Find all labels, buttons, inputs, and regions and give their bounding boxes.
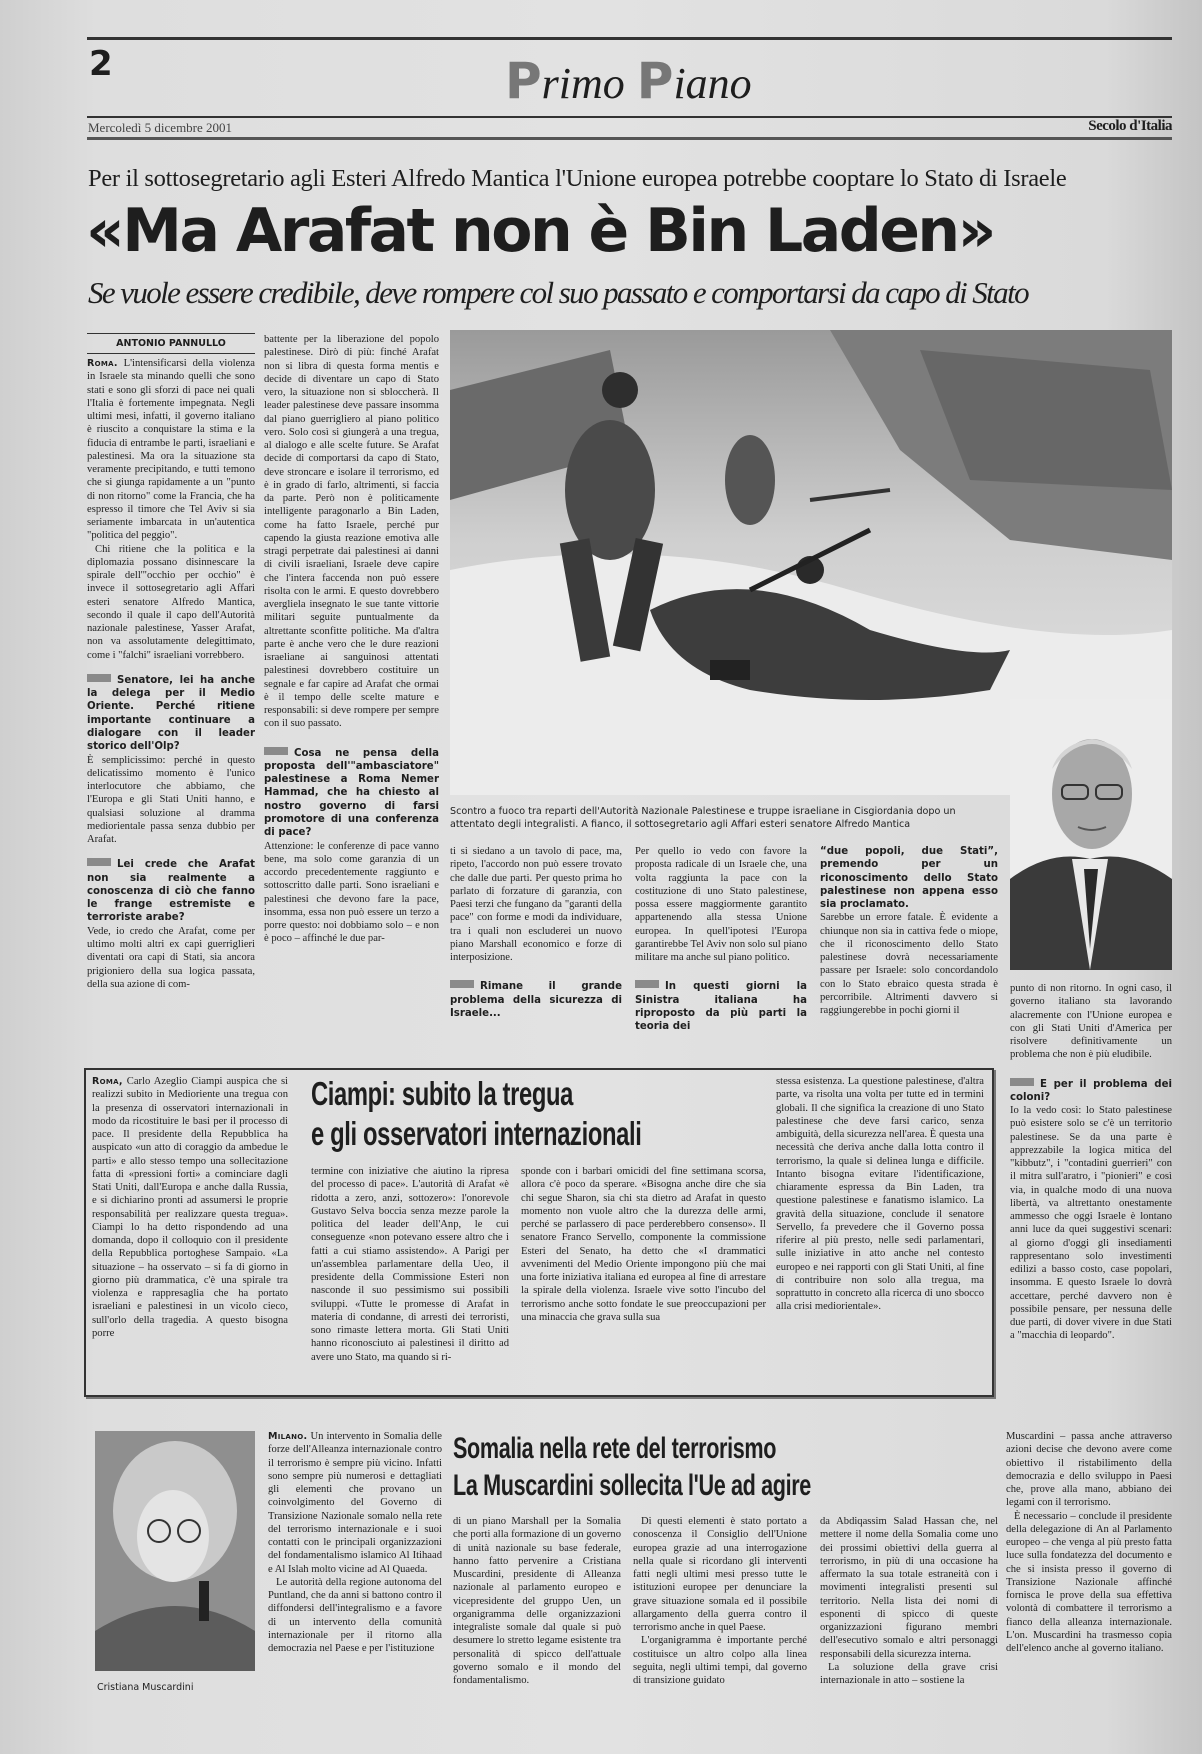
headline: «Ma Arafat non è Bin Laden»: [86, 196, 994, 266]
interview-answer: Attenzione: le conferenze di pace vanno bene, ma solo come garanzia di un accordo precedentemente raggiunto e sottoscritto dalle parti. Sono israeliani e palestinesi che devono fare la pace, insomma, essa non può essere un terzo a porre questo: noi dobbiamo solo – e non è poco – affinché le due par-: [264, 840, 439, 945]
interview-question: Rimane il grande problema della sicurezza di Israele...: [450, 981, 622, 1019]
section-title-word: rimo: [541, 59, 625, 108]
section-title-initial: P: [636, 52, 674, 110]
newspaper-name: Secolo d'Italia: [1088, 118, 1172, 134]
section-title-word: iano: [673, 59, 752, 108]
interview-answer: battente per la liberazione del popolo palestinese. Dirò di più: finché Arafat non si libra di questa forma mentis e decide di diventare un capo di Stato vero, la situazione non si sbloccherà. Il leader palestinese deve passare insomma dal piano guerrigliero al piano politico vero. Solo così si giungerà a una tregua, al dialogo e alle scelte future. Se Arafat decide di comportarsi da capo di Stato, deve stroncare e isolare il terrorismo, ed è in grado di farlo, altrimenti, si faccia da parte. Però non è politicamente intelligente paragonarlo a Bin Laden, come ha fatto Israele, perché pur capendo la giusta reazione emotiva alle stragi perpetrate dai palestinesi ai danni di civili israeliani, Israele deve capire che l'intera faccenda non può essere risolta con le armi. E questo dovrebbero avergliela insegnato le sue tante vittorie militari seguite puntualmente da altrettante sconfitte politiche. Ma d'altra parte è anche vero che le dure reazioni israeliane ai sanguinosi attentati palestinesi dovrebbero costituire un segnale e far capire ad Arafat che ormai è il tempo delle scelte mature e responsabili: si deve rompere per sempre con il suo passato.: [264, 334, 439, 730]
portrait-photo-icon: [1010, 699, 1172, 970]
byline-rule: [87, 353, 255, 354]
paragraph: Carlo Azeglio Ciampi auspica che si realizzi subito in Medioriente una tregua con la presenza di osservatori internazionali in modo da ricostituire le basi per il processo di pace. Il presidente della Repubblica ha auspicato «un atto di coraggio da ambedue le parti» e allo stesso tempo una sollecitazione fatta di «pressioni forti» a cominciare dagli Stati Uniti, dall'Europa e anche dalla Russia, e si dichiarino pronti ad assumersi le proprie responsabilità per realizzare questa tregua». Ciampi lo ha detto rispondendo ad una domanda, dopo il colloquio con il presidente della Repubblica portoghese Sampaio. «La situazione – ha osservato – si fa di giorno in giorno più drammatica, c'è una spirale tra violenza e rappresaglia che ha portato israeliani e palestinesi in un vicolo cieco, sull'orlo della tragedia. A questo bisogna porre: [92, 1076, 289, 1339]
paragraph: Muscardini – passa anche attraverso azioni decise che devono avere come obiettivo il ristabilimento della democrazia e dello sviluppo in Paesi che, prove alla mano, abbiano dei legami con il terrorismo.: [1006, 1431, 1172, 1509]
portrait-photo-icon: [95, 1431, 255, 1671]
interview-question: Senatore, lei ha anche la delega per il Medio Oriente. Perché ritiene importante continuare a dialogare con il leader storico dell'Olp?: [87, 674, 255, 753]
paragraph: Di questi elementi è stato portato a conoscenza il Consiglio dell'Unione europea grazie ad una interrogazione nella quale si ricordano gli interventi fatti negli ultimi mesi presso tutte le istituzioni europee per denunciare la grave situazione somala ed il possibile allargamento della guerra contro il terrorismo anche in quel Paese.: [633, 1516, 807, 1633]
paragraph: sponde con i barbari omicidi del fine settimana scorsa, allora c'è poco da sperare. «Bisogna anche dire che sia chi segue Sharon, sia chi sta dietro ad Arafat in questo momento non vuole altro che la durezza delle armi, perché se parlassero di pace perderebbero consenso». Il senatore Franco Servello, componente la commissione Esteri del Senato, ha detto che «I drammatici avvenimenti del Medio Oriente impongono più che mai una forte iniziativa italiana ed europea al fine di arrestare la spirale della violenza. Israele vive sotto l'incubo del terrorismo anche sotto fondate le sue preoccupazioni per una minaccia che grava sulla sua: [521, 1166, 766, 1323]
dateline: Milano.: [268, 1431, 308, 1442]
interview-answer: Io la vedo così: lo Stato palestinese può esistere solo se c'è un territorio palestinese. Se da una parte è apprezzabile la logica mitica del "kibbutz", i "contadini guerrieri" con il mitra sull'aratro, i "pionieri" e così via, in qualche modo di una nuova libertà, va altrettanto onestamente ammesso che oggi Israele è lontano anni luce da quei suggestivi scenari: al giorno d'oggi gli insediamenti rappresentano solo investimenti edilizi a basso costo, case popolari, insomma. E questo Israele lo dovrà accettare, perché davvero non è possibile pensare, per nessuna delle due parti, di dover vivere in due Stati a "macchia di leopardo".: [1010, 1105, 1172, 1342]
byline-rule: [87, 333, 255, 334]
article-column: [450, 845, 622, 1040]
article-column: [820, 1515, 998, 1730]
article-column: [311, 1165, 509, 1390]
article-column: [1010, 982, 1172, 1402]
paragraph: La soluzione della grave crisi internazionale in atto – sostiene la: [820, 1661, 998, 1686]
portrait-alfredo-mantica: [1010, 699, 1172, 970]
interview-answer: Vede, io credo che Arafat, come per ultimo molti altri ex capi guerriglieri diventati ora capi di Stati, sia ancora prigioniero della sua logica passata, della sua azione di com-: [87, 925, 255, 990]
dateline: Roma,: [92, 1076, 123, 1087]
portrait-cristiana-muscardini: [95, 1431, 255, 1671]
interview-question: In questi giorni la Sinistra italiana ha riproposto da più parti la teoria dei: [635, 981, 807, 1033]
article-column: [264, 333, 439, 1038]
paragraph: di un piano Marshall per la Somalia che porti alla formazione di un governo di unità nazionale su base federale, hanno fatto pervenire a Cristiana Muscardini, presidente di Alleanza nazionale al parlamento europeo e vicepresidente del gruppo Uen, un organigramma delle organizzazioni integraliste somale dal quale si può desumere lo stretto legame esistente tra personalità di spicco dell'attuale governo somalo e il mondo del fondamentalismo.: [453, 1516, 621, 1686]
interview-answer: È semplicissimo: perché in questo delicatissimo momento è l'unico interlocutore che abbiamo, che l'Europa e gli Stati Uniti hanno, e qualsiasi soluzione al dramma mediorientale passa senza dubbio per Arafat.: [87, 754, 255, 846]
section-title: [505, 52, 752, 110]
interview-question: Lei crede che Arafat non sia realmente a conoscenza di ciò che fanno le frange estremiste e terroriste arabe?: [87, 859, 255, 924]
interview-answer: Sarebbe un errore fatale. È evidente a chiunque non sia in cattiva fede o miope, che il riconoscimento dello Stato palestinese dovrà necessariamente passare per Israele: solo concordandolo con lo Stato ebraico questa strada è percorribile. Altrimenti davvero si raggiungerebbe in pochi giorni il: [820, 912, 998, 1017]
article-column: [820, 845, 998, 1045]
article-column: [268, 1430, 442, 1730]
byline: ANTONIO PANNULLO: [116, 338, 226, 349]
interview-answer: Per quello io vedo con favore la proposta radicale di un Israele che, una volta raggiunta la pace con la costituzione di uno Stato palestinese, possa essere maggiormente garantito appartenendo alla stessa Unione europea. In quell'ipotesi l'Europa garantirebbe Tel Aviv non solo sul piano militare ma anche sul piano politico.: [635, 846, 807, 963]
headline-line: Somalia nella rete del terrorismo: [453, 1432, 777, 1465]
subheadline: Se vuole essere credibile, deve rompere col suo passato e comportarsi da capo di Stato: [88, 275, 1028, 310]
paragraph: L'intensificarsi della violenza in Israele sta minando quelli che sono stati e sono gli sforzi di pace nei quali l'Italia è fortemente impegnata. Negli ultimi mesi, infatti, il governo italiano è riuscito a conquistare la stima e la fiducia di entrambe le parti, israeliani e palestinesi. Ma ora la situazione sta veramente precipitando, e tutti temono che si giunga rapidamente a un "punto di non ritorno" come la Francia, che ha espresso il timore che Tel Aviv si sia seriamente imbarcata in un'autentica "politica del peggio".: [87, 358, 255, 542]
photo-caption: Cristiana Muscardini: [97, 1682, 194, 1693]
article-column: [87, 357, 255, 990]
headline-line: Ciampi: subito la tregua: [311, 1075, 573, 1112]
issue-date: Mercoledì 5 dicembre 2001: [88, 120, 233, 135]
paragraph: Le autorità della regione autonoma del Puntland, che da anni si battono contro il diffondersi dell'integralismo e a favore di un intervento della comunità internazionale per il ritorno alla democrazia nel Paese e per l'istituzione: [268, 1576, 442, 1654]
interview-question: E per il problema dei coloni?: [1010, 1078, 1172, 1103]
article-column: [633, 1515, 807, 1730]
masthead-rule: [87, 116, 1172, 118]
photo-caption: Scontro a fuoco tra reparti dell'Autorità Nazionale Palestinese e truppe israeliane in Cisgiordania dopo un attentato degli integralisti. A fianco, il sottosegretario agli Affari esteri senatore Alfredo Mantica: [450, 806, 956, 830]
paragraph: Un intervento in Somalia delle forze dell'Alleanza internazionale contro il terrorismo è sempre più vicino. Infatti sono sempre più numerosi e dettagliati gli elementi che provano un coinvolgimento del Governo di Transizione Nazionale somalo nella rete del terrorismo internazionale e i suoi contatti con le principali organizzazioni del fondamentalismo islamico Al Itihaad e Al Islah molto vicine ad Al Quaeda.: [268, 1431, 442, 1575]
paragraph: È necessario – conclude il presidente della delegazione di An al Parlamento europeo – che venga al più presto fatta luce sulla fondatezza del documento e che si insista presso il governo di Transizione Nazionale affinché fornisca le prove della sua effettiva volontà di combattere il terrorismo a fianco della alleanza internazionale. L'on. Muscardini ha trasmesso copia dell'elenco anche al governo italiano.: [1006, 1510, 1172, 1654]
paragraph: termine con iniziative che aiutino la ripresa del processo di pace». L'autorità di Arafat «è ridotta a zero, anzi, sottozero»: l'onorevole Gustavo Selva boccia senza mezze parole la politica del leader dell'Anp, le cui conseguenze «non potevano essere altro che i fatti a cui stiamo assistendo». A Parigi per un'assemblea parlamentare della Ueo, il presidente della Commissione Esteri non nasconde il suo pessimismo sui possibili sviluppi. «Tutte le promesse di Arafat in materia di condanne, di arresti dei terroristi, sono rimaste lettera morta. Gli Stati Uniti hanno riconosciuto ai palestinesi il diritto ad avere uno Stato, ma quando si ri-: [311, 1166, 509, 1363]
top-rule: [87, 37, 1172, 40]
article-column: [635, 845, 807, 1040]
dateline: Roma.: [87, 358, 118, 369]
section-title-initial: P: [505, 52, 542, 110]
article-column: [92, 1075, 288, 1390]
headline-line: e gli osservatori internazionali: [311, 1115, 642, 1152]
article-column: [1006, 1430, 1172, 1730]
interview-answer: punto di non ritorno. In ogni caso, il governo italiano sta lavorando alacremente con l'Unione europea e con gli Stati Uniti d'America per risolvere definitivamente un problema che non è più eludibile.: [1010, 983, 1172, 1061]
page-number: 2: [89, 44, 113, 84]
headline-line: La Muscardini sollecita l'Ue ad agire: [453, 1469, 811, 1502]
article-column: [453, 1515, 621, 1730]
article-column: [776, 1075, 984, 1390]
ciampi-headline: [311, 1074, 641, 1154]
paragraph: L'organigramma è importante perché costituisce un altro colpo alla linea seguita, negli ultimi tempi, dal governo di transizione guidato: [633, 1635, 807, 1686]
paragraph: Chi ritiene che la politica e la diplomazia possano disinnescare la spirale dell'"occhio per occhio" è invece il sottosegretario agli Affari esteri senatore Alfredo Mantica, secondo il quale il capo dell'Autorità nazionale palestinese, Yasser Arafat, non va assolutamente delegittimato, come i "falchi" israeliani vorrebbero.: [87, 543, 255, 661]
interview-answer: ti si siedano a un tavolo di pace, ma, ripeto, l'accordo non può essere trovato che dalle due parti. Per questo prima ho parlato di forzature di garanzia, con Paesi terzi che fungano da "garanti della pace" con forme e modi da individuare, tra i quali non escluderei un nuovo piano Marshall economico e forze di interposizione.: [450, 846, 622, 963]
interview-question: “due popoli, due Stati”, premendo per un riconoscimento dello Stato palestinese non appena esso sia proclamato.: [820, 846, 998, 911]
kicker: Per il sottosegretario agli Esteri Alfredo Mantica l'Unione europea potrebbe cooptare lo Stato di Israele: [88, 165, 1067, 192]
paragraph: stessa esistenza. La questione palestinese, d'altra parte, va risolta una volta per tutte ed in termini globali. Il che significa la creazione di uno Stato palestinese che deve farsi carico, senza ambiguità, della sicurezza nell'area. È questa una necessità che deriva anche dalla lotta contro il terrorismo, la quale si delinea lunga e difficile. Intanto bisogna evitare l'identificazione, chiaramente espressa da Bin Laden, tra questione palestinese e fanatismo islamico. La gravità della situazione, conclude il senatore Servello, fa prevedere che il Governo possa riferire al più presto, nelle sedi parlamentari, sulle iniziative in atto anche nel contesto europeo e nei rapporti con gli Stati Uniti, al fine di contribuire non solo alla tregua, ma soprattutto in concreto alla ricerca di uno sbocco alla crisi mediorientale».: [776, 1076, 984, 1313]
paragraph: da Abdiqassim Salad Hassan che, nel mettere il nome della Somalia come uno dei prossimi obiettivi della guerra al terrorismo, in più di una occasione ha affermato la sua totale estraneità con i movimenti integralisti presenti sul territorio. Nella lista dei nomi di esponenti di spicco di queste organizzazioni figurano membri dell'esecutivo somalo e altri personaggi responsabili della sicurezza interna.: [820, 1516, 998, 1660]
interview-question: Cosa ne pensa della proposta dell'"ambasciatore" palestinese a Roma Nemer Hammad, che ha chiesto al nostro governo di farsi promotore di una conferenza di pace?: [264, 747, 439, 839]
somalia-headline: [453, 1430, 811, 1504]
date-rule: [87, 137, 1172, 140]
article-column: [521, 1165, 766, 1390]
